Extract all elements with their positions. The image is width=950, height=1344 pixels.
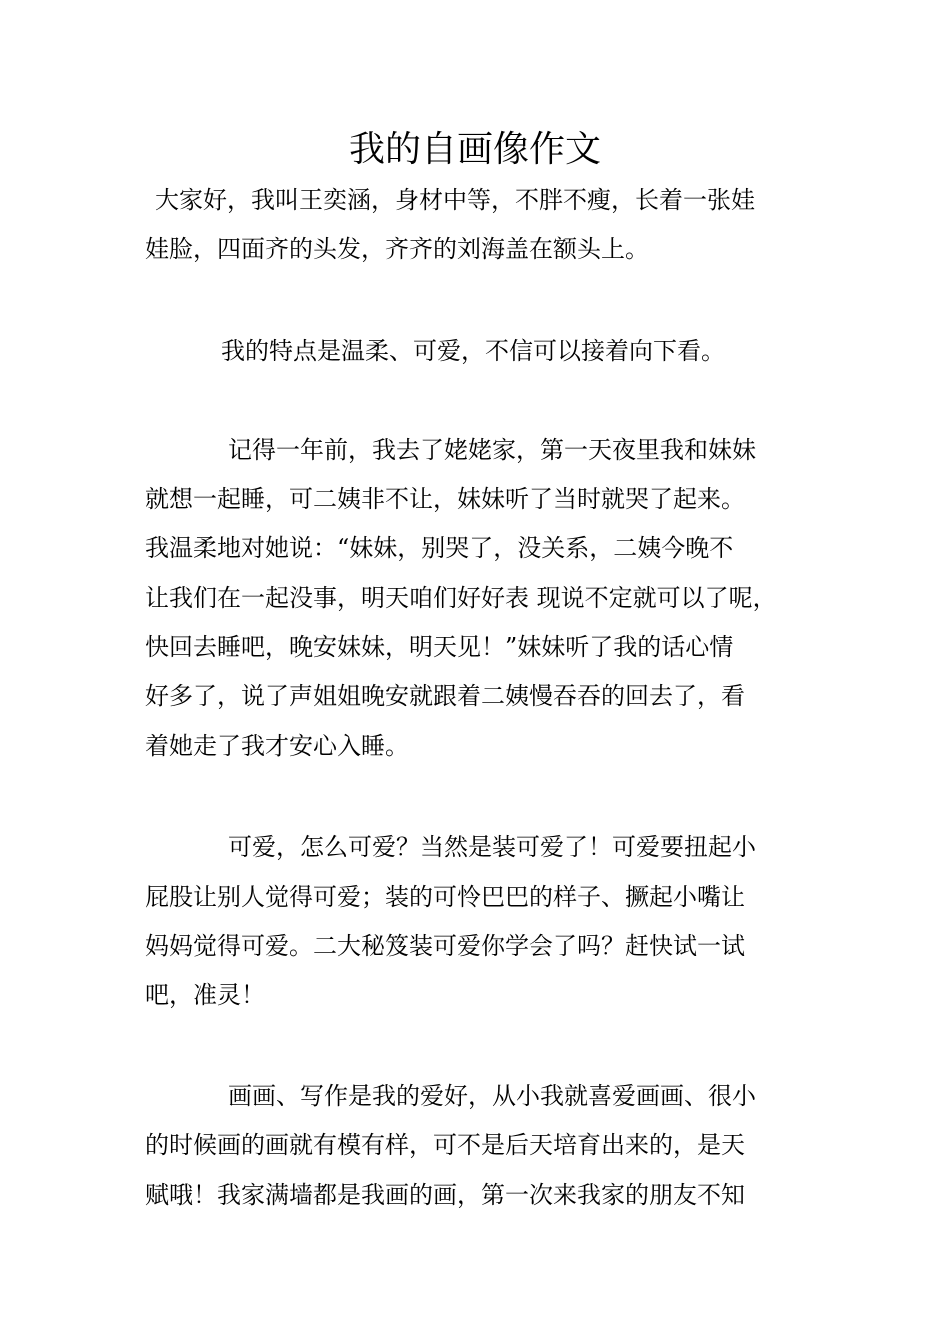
paragraph-4-line-4: 吧，准灵！ [145, 981, 265, 1009]
paragraph-4-line-1: 可爱，怎么可爱？当然是装可爱了！可爱要扭起小 [228, 833, 756, 861]
document-title: 我的自画像作文 [348, 129, 601, 170]
paragraph-3-line-6: 好多了，说了声姐姐晚安就跟着二姨慢吞吞的回去了，看 [145, 682, 745, 710]
paragraph-3-line-3: 我温柔地对她说：“妹妹，别哭了，没关系，二姨今晚不 [145, 534, 734, 562]
paragraph-5-line-3: 赋哦！我家满墙都是我画的画，第一次来我家的朋友不知 [145, 1181, 745, 1209]
paragraph-1-line-1: 大家好，我叫王奕涵，身材中等，不胖不瘦，长着一张娃 [155, 186, 755, 214]
paragraph-4-line-2: 屁股让别人觉得可爱；装的可怜巴巴的样子、撅起小嘴让 [145, 883, 745, 911]
paragraph-3-line-1: 记得一年前，我去了姥姥家，第一天夜里我和妹妹 [228, 436, 756, 464]
paragraph-3-line-2: 就想一起睡，可二姨非不让，妹妹听了当时就哭了起来。 [145, 485, 745, 513]
paragraph-2-line-1: 我的特点是温柔、可爱，不信可以接着向下看。 [221, 337, 725, 365]
paragraph-1-line-2: 娃脸，四面齐的头发，齐齐的刘海盖在额头上。 [145, 235, 649, 263]
paragraph-3-line-7: 着她走了我才安心入睡。 [145, 732, 409, 760]
paragraph-5-line-1: 画画、写作是我的爱好，从小我就喜爱画画、很小 [228, 1082, 756, 1110]
paragraph-4-line-3: 妈妈觉得可爱。二大秘笈装可爱你学会了吗？赶快试一试 [145, 932, 745, 960]
paragraph-5-line-2: 的时候画的画就有模有样，可不是后天培育出来的，是天 [145, 1131, 745, 1159]
paragraph-3-line-4: 让我们在一起没事，明天咱们好好表 现说不定就可以了呢， [145, 584, 777, 612]
paragraph-3-line-5: 快回去睡吧，晚安妹妹，明天见！”妹妹听了我的话心情 [145, 633, 734, 661]
